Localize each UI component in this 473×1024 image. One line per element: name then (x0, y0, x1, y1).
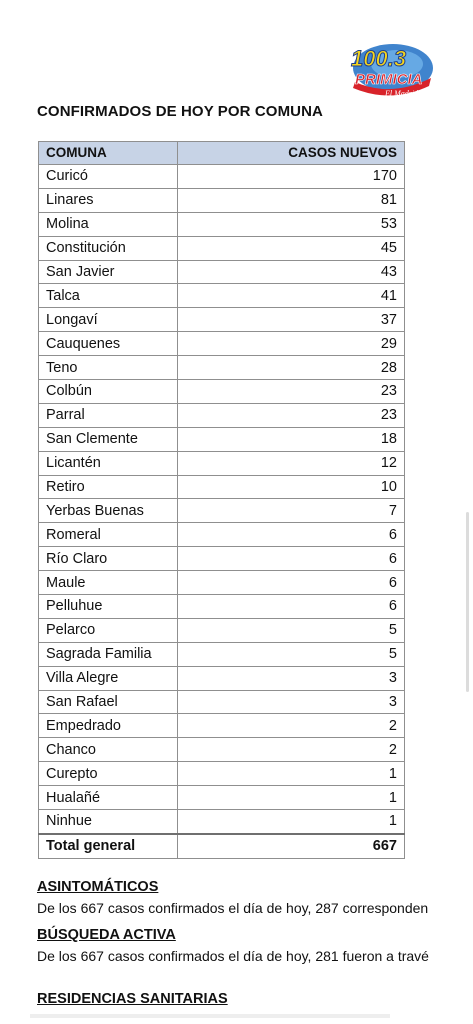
section-asintomaticos (37, 877, 473, 919)
cell-comuna: Yerbas Buenas (39, 499, 178, 523)
cell-comuna: Curicó (39, 165, 178, 189)
cell-comuna: Talca (39, 284, 178, 308)
table-header-row (39, 142, 405, 165)
cell-casos-nuevos: 3 (178, 666, 405, 690)
cell-comuna: Maule (39, 571, 178, 595)
cell-comuna: Longaví (39, 308, 178, 332)
table-row (39, 308, 405, 332)
section-text: De los 667 casos confirmados el día de hoy, 281 fueron a travé (37, 948, 429, 964)
table-row (39, 571, 405, 595)
cell-casos-nuevos: 6 (178, 571, 405, 595)
cell-casos-nuevos: 6 (178, 523, 405, 547)
cell-comuna: Cauquenes (39, 332, 178, 356)
table-row (39, 475, 405, 499)
table-row (39, 451, 405, 475)
table-row (39, 523, 405, 547)
cell-comuna: Molina (39, 212, 178, 236)
table-row (39, 810, 405, 834)
cell-comuna: Parral (39, 403, 178, 427)
cell-comuna: Ninhue (39, 810, 178, 834)
cell-comuna: Sagrada Familia (39, 642, 178, 666)
section-residencias-sanitarias (37, 989, 473, 1009)
table-total-row (39, 834, 405, 858)
cell-comuna: Chanco (39, 738, 178, 762)
cell-comuna: Linares (39, 188, 178, 212)
cell-casos-nuevos: 3 (178, 690, 405, 714)
table-row (39, 762, 405, 786)
cell-casos-nuevos: 170 (178, 165, 405, 189)
cell-comuna: Curepto (39, 762, 178, 786)
cell-comuna: San Javier (39, 260, 178, 284)
cell-casos-nuevos: 10 (178, 475, 405, 499)
cell-casos-nuevos: 23 (178, 380, 405, 404)
table-row (39, 236, 405, 260)
cell-casos-nuevos: 53 (178, 212, 405, 236)
section-title: ASINTOMÁTICOS (37, 879, 159, 895)
cell-casos-nuevos: 23 (178, 403, 405, 427)
cell-casos-nuevos: 2 (178, 738, 405, 762)
cell-comuna: San Rafael (39, 690, 178, 714)
cell-casos-nuevos: 28 (178, 356, 405, 380)
cell-comuna: Río Claro (39, 547, 178, 571)
cell-comuna: Licantén (39, 451, 178, 475)
table-row (39, 690, 405, 714)
radio-logo-graphic (345, 38, 437, 108)
table-row (39, 212, 405, 236)
cell-comuna: Romeral (39, 523, 178, 547)
cell-casos-nuevos: 5 (178, 618, 405, 642)
cell-comuna: Villa Alegre (39, 666, 178, 690)
cell-casos-nuevos: 1 (178, 762, 405, 786)
logo-tagline: El Madrid (385, 89, 419, 98)
column-header-comuna: COMUNA (39, 142, 178, 165)
cell-casos-nuevos: 37 (178, 308, 405, 332)
table-row (39, 380, 405, 404)
table-row (39, 332, 405, 356)
table-row (39, 642, 405, 666)
table-row (39, 188, 405, 212)
cell-casos-nuevos: 2 (178, 714, 405, 738)
cell-casos-nuevos: 1 (178, 810, 405, 834)
table-row (39, 595, 405, 619)
cell-casos-nuevos: 45 (178, 236, 405, 260)
cell-casos-nuevos: 41 (178, 284, 405, 308)
cell-casos-nuevos: 43 (178, 260, 405, 284)
cell-comuna: Teno (39, 356, 178, 380)
table-row (39, 786, 405, 810)
table-row (39, 427, 405, 451)
cell-casos-nuevos: 1 (178, 786, 405, 810)
table-row (39, 547, 405, 571)
section-title: RESIDENCIAS SANITARIAS (37, 991, 228, 1007)
column-header-casos-nuevos: CASOS NUEVOS (178, 142, 405, 165)
cell-comuna: Empedrado (39, 714, 178, 738)
cell-casos-nuevos: 7 (178, 499, 405, 523)
total-value: 667 (178, 834, 405, 858)
cell-casos-nuevos: 18 (178, 427, 405, 451)
table-row (39, 165, 405, 189)
cell-comuna: Retiro (39, 475, 178, 499)
table-row (39, 738, 405, 762)
cell-comuna: San Clemente (39, 427, 178, 451)
table-row (39, 714, 405, 738)
table-row (39, 260, 405, 284)
section-text: De los 667 casos confirmados el día de hoy, 287 corresponden (37, 900, 429, 916)
table-row (39, 499, 405, 523)
scrollbar[interactable] (466, 512, 469, 692)
logo-brand: PRIMICIA (355, 71, 423, 88)
cell-casos-nuevos: 29 (178, 332, 405, 356)
cut-off-text-line (30, 1014, 390, 1018)
logo-number: 100.3 (351, 46, 407, 71)
table-row (39, 618, 405, 642)
table-body (39, 165, 405, 859)
cell-casos-nuevos: 81 (178, 188, 405, 212)
table-row (39, 403, 405, 427)
cell-comuna: Constitución (39, 236, 178, 260)
cell-casos-nuevos: 5 (178, 642, 405, 666)
cell-casos-nuevos: 12 (178, 451, 405, 475)
cell-comuna: Pelluhue (39, 595, 178, 619)
cell-casos-nuevos: 6 (178, 595, 405, 619)
table-row (39, 666, 405, 690)
cell-casos-nuevos: 6 (178, 547, 405, 571)
cell-comuna: Colbún (39, 380, 178, 404)
cell-comuna: Pelarco (39, 618, 178, 642)
radio-logo (345, 38, 437, 108)
table-row (39, 284, 405, 308)
table-row (39, 356, 405, 380)
cases-table (38, 141, 405, 859)
page-title: CONFIRMADOS DE HOY POR COMUNA (37, 103, 323, 120)
section-busqueda-activa (37, 925, 473, 967)
cell-comuna: Hualañé (39, 786, 178, 810)
total-label: Total general (39, 834, 178, 858)
section-title: BÚSQUEDA ACTIVA (37, 927, 176, 943)
